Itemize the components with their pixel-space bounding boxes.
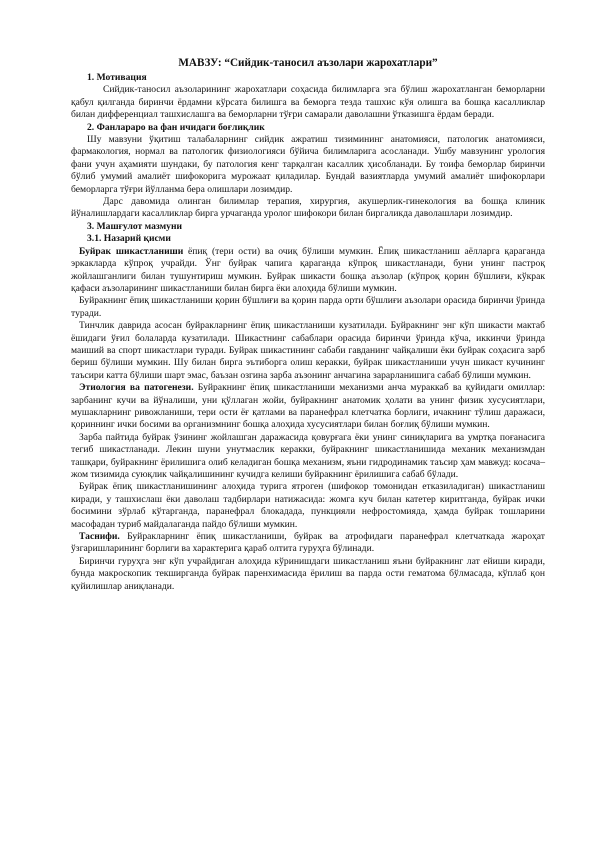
paragraph-interdisciplinary-1: Шу мавзуни ўқитиш талабаларнинг сийдик ажратиш тизимининг анатомияси, патологик анатомияси, фармакология, нормал ва патологик физиологияси бўйича билимларига асосланади. Ушбу мавзунинг урология фани учун аҳамияти шундаки, бу патология кенг тарқалган касаллик ҳисобланади. Бу тоифа беморлар биринчи бўлиб умумий амалиёт шифокорига мурожаат қиладилар. Бундай вазиятларда умумий амалиёт шифокорлари беморларга тўғри йўлланма бера олишлари лозимдир.	[71, 134, 545, 195]
section-heading-interdisciplinary: 2. Фанлараро ва фан ичидаги боғлиқлик	[87, 121, 265, 133]
paragraph-closed-injury: Буйракнинг ёпиқ шикастланиши қорин бўшлиғи ва қорин парда орти бўшлиғи аъзолари орасида биринчи ўринда туради.	[71, 295, 545, 319]
paragraph-kidney-injury	[71, 246, 545, 296]
lead-kidney-injury: Буйрак шикастланиши	[79, 245, 184, 257]
paragraph-peacetime-injury: Тинчлик даврида асосан буйракларнинг ёпиқ шикастланиши кузатилади. Буйракнинг энг кўп шикасти мактаб ёшидаги ўғил болаларда кузатилади. Шикастнинг сабаблари орасида биринчи ўринда кўча, иккинчи ўринда маиший ва спорт шикастлари туради. Буйрак шикастининг сабаби гавданинг чайқалиши ёки буйрак соҳасига зарб бериш бўлиши мумкин. Шу билан бирга эътиборга олиш керакки, буйрак шикастланиши учун шикаст кучининг таъсири катта бўлиши шарт эмас, баъзан озгина зарба аъзонинг анчагина зарарланишига сабаб бўлиши мумкин.	[71, 320, 545, 381]
section-heading-content: 3. Машғулот мазмуни	[87, 220, 182, 232]
paragraph-motivation: Сийдик-таносил аъзоларининг жарохатлари соҳасида билимларга эга бўлиш жарохатланган беморларни қабул қилганда биринчи ёрдамни кўрсата билишга ва беморга тезда ташхис кўя олишга ва бошқа касалликлар билан дифференциал ташхислашга ва беморларни тўғри самарали даволашни ўтказишга ёрдам беради.	[71, 84, 545, 121]
text-classification: Буйракларнинг ёпиқ шикастланиши, буйрак ва атрофидаги паранефрал клетчаткада жароҳат ўзгаришларининг борлиги ва характерига қараб олтита гуруҳга бўлинади.	[71, 531, 545, 555]
section-heading-motivation: 1. Мотивация	[87, 72, 147, 83]
paragraph-iatrogenic: Буйрак ёпиқ шикастланишининг алоҳида турига ятроген (шифокор томонидан етказиладиган) шикастланиш киради, у ташхислаш ёки даволаш тадбирлари натижасида: жомга куч билан катетер киритганда, буйрак ички босимини зўрлаб кўтарганда, паранефрал блокадада, пункцияли нефростомияда, ҳамда буйрак тошларини масофадан туриб майдалаганда пайдо бўлиши мумкин.	[71, 481, 545, 530]
paragraph-interdisciplinary-2: Дарс давомида олинган билимлар терапия, хирургия, акушерлик-гинекология ва бошқа клиник йўналишлардаги касалликлар бирга урчаганда уролог шифокори билан биргаликда даволашлари лозимдир.	[71, 196, 545, 220]
document-page	[71, 56, 545, 593]
lead-classification: Таснифи.	[79, 531, 120, 543]
text-kidney-injury: ёпиқ (тери ости) ва очиқ бўлиши мумкин. Ёпиқ шикастланиш аёлларга қараганда эркакларда кўпроқ учрайди. Ўнг буйрак чапига қараганда кўпроқ шикастланади, буни унинг пастроқ жойлашганлиги билан тушунтириш мумкин. Буйрак шикасти бошқа аъзолар (кўпроқ қорин бўшлиғи, кўкрак қафаси аъзоларининг шикастланиши билан бирга ёки алоҳида бўлиши мумкин.	[71, 245, 545, 294]
text-etiology: Буйракнинг ёпиқ шикастланиши механизми анча мураккаб ва қуйидаги омиллар: зарбанинг кучи ва йўналиши, уни қўллаган жойи, буйракнинг анатомик ҳолати ва унинг физик хусусиятлари, мушакларнинг ривожланиши, тери ости ёғ қатлами ва паранефрал клетчатка борлиги, ичакнинг тўлиш даражаси, қориннинг ички босими ва организмнинг бошқа алоҳида хусусиятлари билан боғлиқ бўлиши мумкин.	[71, 382, 545, 431]
page-title: МАВЗУ: “Сийдик-таносил аъзолари жарохатлари”	[178, 57, 438, 69]
paragraph-first-group: Биринчи гуруҳга энг кўп учрайдиган алоҳида кўринишдаги шикастланиш яъни буйракнинг лат ейиши киради, бунда макроскопик текширганда буйрак паренхимасида ёрилиш ва парда ости гематома бўлмасада, кўплаб қон қуйилишлар аниқланади.	[71, 555, 545, 592]
lead-etiology: Этиология ва патогенези.	[79, 382, 194, 394]
paragraph-classification	[71, 531, 545, 556]
section-heading-theory: 3.1. Назарий қисми	[87, 233, 171, 245]
paragraph-etiology	[71, 382, 545, 432]
paragraph-impact-mechanism: Зарба пайтида буйрак ўзининг жойлашган даражасида қовурғага ёки унинг синиқларига ва умртқа поғанасига тегиб шикастланади. Лекин шуни унутмаслик керакки, буйракнинг шикастланишида механик механизмдан ташқари, буйракнинг ёрилишига олиб келадиган бошқа механизм, яъни гидродинамик таъсир ҳам мавжуд: косача–жом тизимида суюқлик чайқалишининг кучидга келиши буйракнинг ёрилишига сабаб бўлади.	[71, 431, 545, 480]
